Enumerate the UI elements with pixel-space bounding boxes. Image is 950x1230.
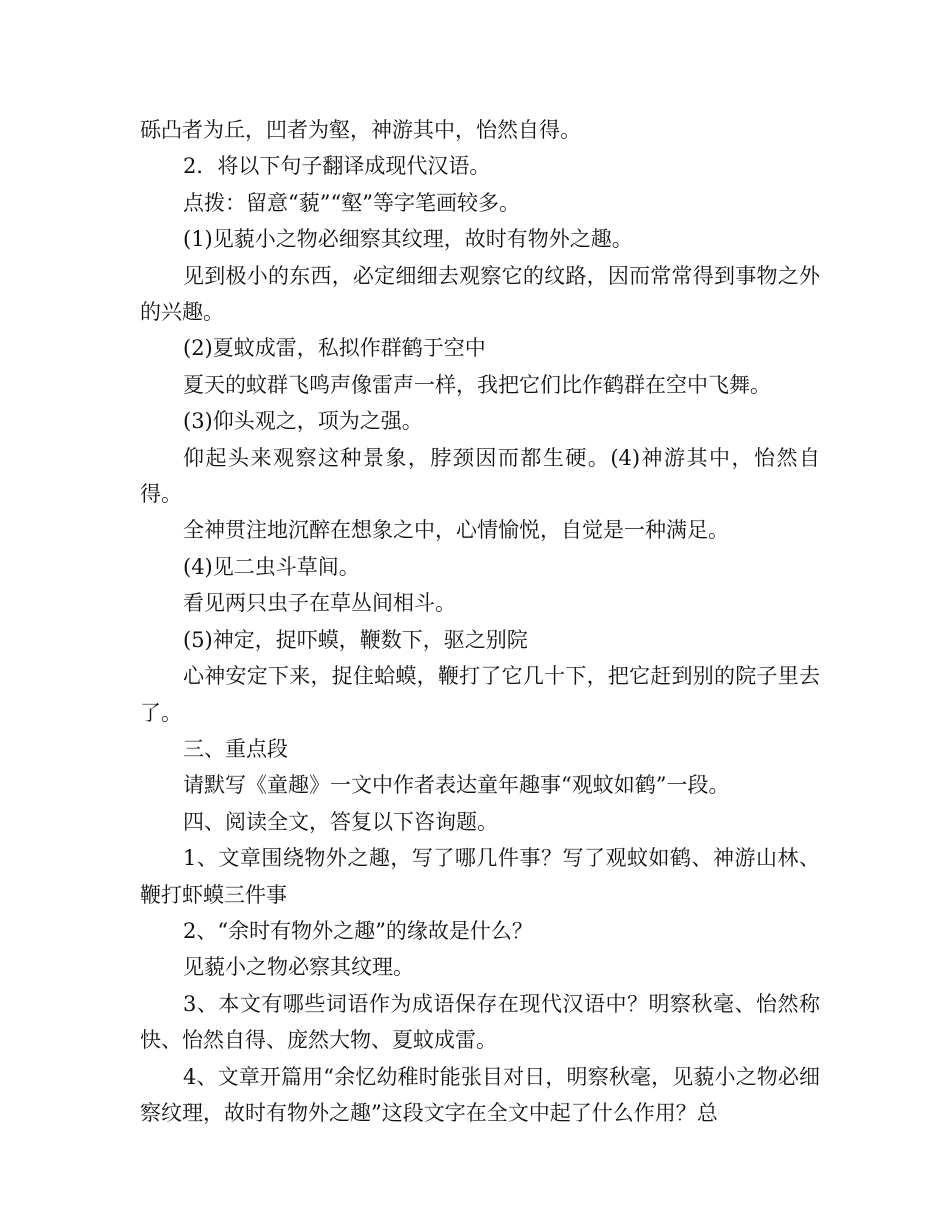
paragraph: 夏天的蚊群飞鸣声像雷声一样，我把它们比作鹤群在空中飞舞。	[183, 372, 771, 397]
paragraph: 2、“余时有物外之趣”的缘故是什么？	[183, 918, 533, 943]
paragraph: 2．将以下句子翻译成现代汉语。	[183, 154, 491, 179]
section-heading: 三、重点段	[183, 736, 288, 761]
paragraph: 看见两只虫子在草丛间相斗。	[183, 591, 456, 616]
paragraph: 见藐小之物必察其纹理。	[183, 955, 414, 980]
paragraph: 3、本文有哪些词语作为成语保存在现代汉语中？明察秋毫、怡然称快、怡然自得、庞然大物、夏蚊成雷。	[140, 991, 820, 1053]
document-body	[140, 112, 820, 1131]
paragraph: 见到极小的东西，必定细细去观察它的纹路，因而常常得到事物之外的兴趣。	[140, 263, 820, 325]
paragraph: (2)夏蚊成雷，私拟作群鹤于空中	[183, 336, 486, 361]
paragraph: 砾凸者为丘，凹者为壑，神游其中，怡然自得。	[140, 118, 581, 142]
paragraph: 请默写《童趣》一文中作者表达童年趣事“观蚊如鹤”一段。	[183, 773, 730, 798]
paragraph: (4)见二虫斗草间。	[183, 554, 360, 579]
paragraph: (3)仰头观之，项为之强。	[183, 409, 423, 434]
section-heading: 四、阅读全文，答复以下咨询题。	[183, 809, 498, 834]
paragraph: (1)见藐小之物必细察其纹理，故时有物外之趣。	[183, 227, 633, 252]
paragraph: (5)神定，捉吓蟆，鞭数下，驱之别院	[183, 627, 528, 652]
paragraph: 全神贯注地沉醉在想象之中，心情愉悦，自觉是一种满足。	[183, 518, 729, 543]
paragraph: 4、文章开篇用“余忆幼稚时能张目对日，明察秋毫，见藐小之物必细察纹理，故时有物外之趣”这段文字在全文中起了什么作用？总	[140, 1064, 820, 1125]
paragraph: 点拨：留意“藐”“壑”等字笔画较多。	[183, 190, 520, 215]
paragraph: 心神安定下来，捉住蛤蟆，鞭打了它几十下，把它赶到别的院子里去了。	[140, 664, 820, 725]
paragraph: 1、文章围绕物外之趣，写了哪几件事？写了观蚊如鹤、神游山林、鞭打虾蟆三件事	[140, 846, 820, 907]
paragraph: 仰起头来观察这种景象，脖颈因而都生硬。(4)神游其中，怡然自得。	[140, 445, 820, 507]
